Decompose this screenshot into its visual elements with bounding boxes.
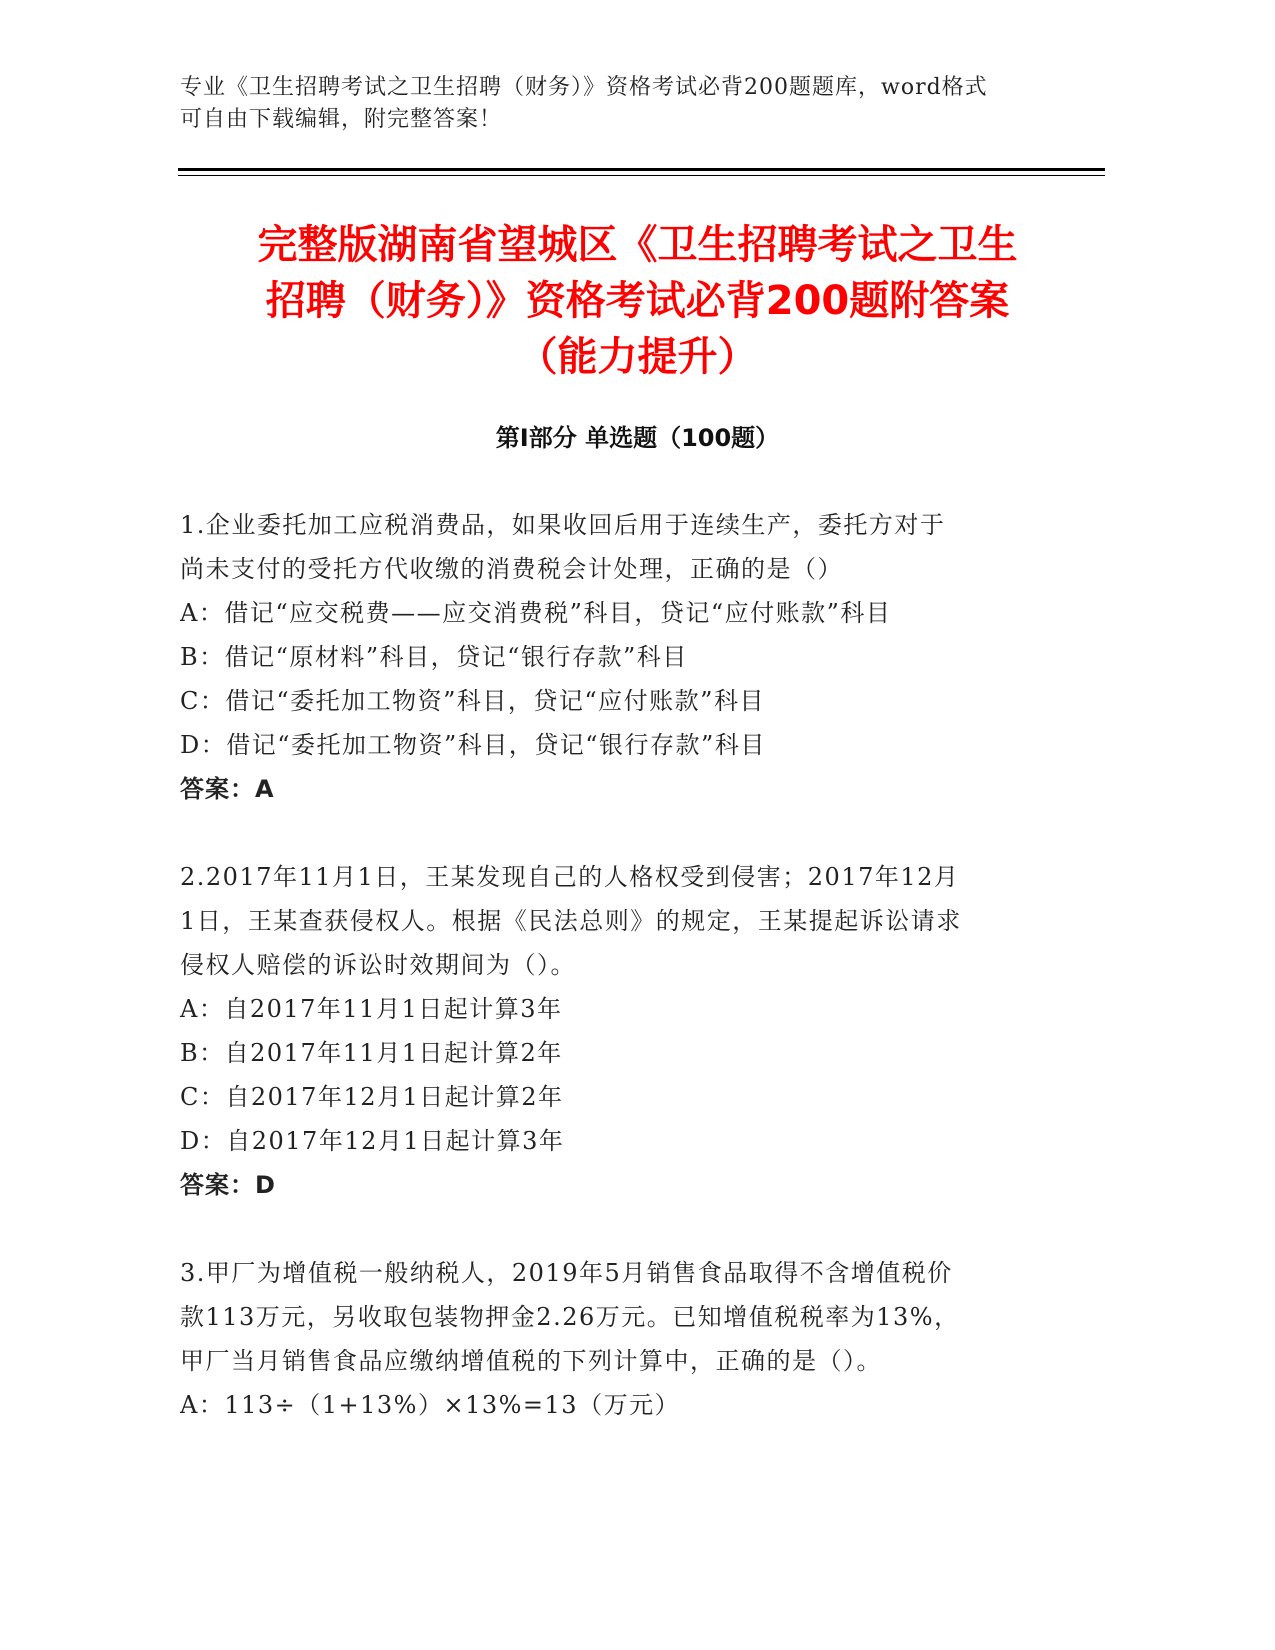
answer-label: 答案：A <box>180 775 275 803</box>
option-a: A：借记“应交税费——应交消费税”科目，贷记“应付账款”科目 <box>180 599 892 627</box>
question-stem: 3.甲厂为增值税一般纳税人，2019年5月销售食品取得不含增值税价 <box>180 1259 953 1287</box>
header-note <box>180 72 1060 136</box>
option-b: B：自2017年11月1日起计算2年 <box>180 1039 563 1067</box>
question-item <box>180 503 1080 811</box>
question-item <box>180 855 1080 1207</box>
question-item <box>180 1251 1080 1427</box>
question-list <box>180 503 1080 1427</box>
question-stem: 款113万元，另收取包装物押金2.26万元。已知增值税税率为13%， <box>180 1303 960 1331</box>
section-heading: 第Ⅰ部分 单选题（100题） <box>495 424 780 452</box>
question-stem: 2.2017年11月1日，王某发现自己的人格权受到侵害；2017年12月 <box>180 863 960 891</box>
question-spacer <box>180 1207 1080 1251</box>
header-note-line: 可自由下载编辑，附完整答案！ <box>180 107 503 132</box>
question-stem: 甲厂当月销售食品应缴纳增值税的下列计算中，正确的是（）。 <box>180 1347 882 1375</box>
header-note-line: 专业《卫生招聘考试之卫生招聘（财务）》资格考试必背200题题库，word格式 <box>180 75 988 100</box>
question-stem: 尚未支付的受托方代收缴的消费税会计处理，正确的是（） <box>180 555 843 583</box>
answer-label: 答案：D <box>180 1171 276 1199</box>
document-title <box>110 217 1165 385</box>
option-d: D：自2017年12月1日起计算3年 <box>180 1127 565 1155</box>
title-line: 招聘（财务）》资格考试必背200题附答案 <box>265 278 1010 324</box>
header-divider-thick <box>178 168 1105 171</box>
option-a: A：113÷（1+13%）×13%=13（万元） <box>180 1391 681 1419</box>
title-line: （能力提升） <box>517 334 758 380</box>
option-b: B：借记“原材料”科目，贷记“银行存款”科目 <box>180 643 688 671</box>
header-divider-thin <box>178 175 1105 176</box>
option-c: C：借记“委托加工物资”科目，贷记“应付账款”科目 <box>180 687 765 715</box>
question-spacer <box>180 811 1080 855</box>
question-stem: 侵权人赔偿的诉讼时效期间为（）。 <box>180 951 576 979</box>
option-d: D：借记“委托加工物资”科目，贷记“银行存款”科目 <box>180 731 766 759</box>
option-c: C：自2017年12月1日起计算2年 <box>180 1083 564 1111</box>
question-stem: 1.企业委托加工应税消费品，如果收回后用于连续生产，委托方对于 <box>180 511 946 539</box>
option-a: A：自2017年11月1日起计算3年 <box>180 995 563 1023</box>
question-stem: 1日，王某查获侵权人。根据《民法总则》的规定，王某提起诉讼请求 <box>180 907 962 935</box>
title-line: 完整版湖南省望城区《卫生招聘考试之卫生 <box>257 222 1018 268</box>
